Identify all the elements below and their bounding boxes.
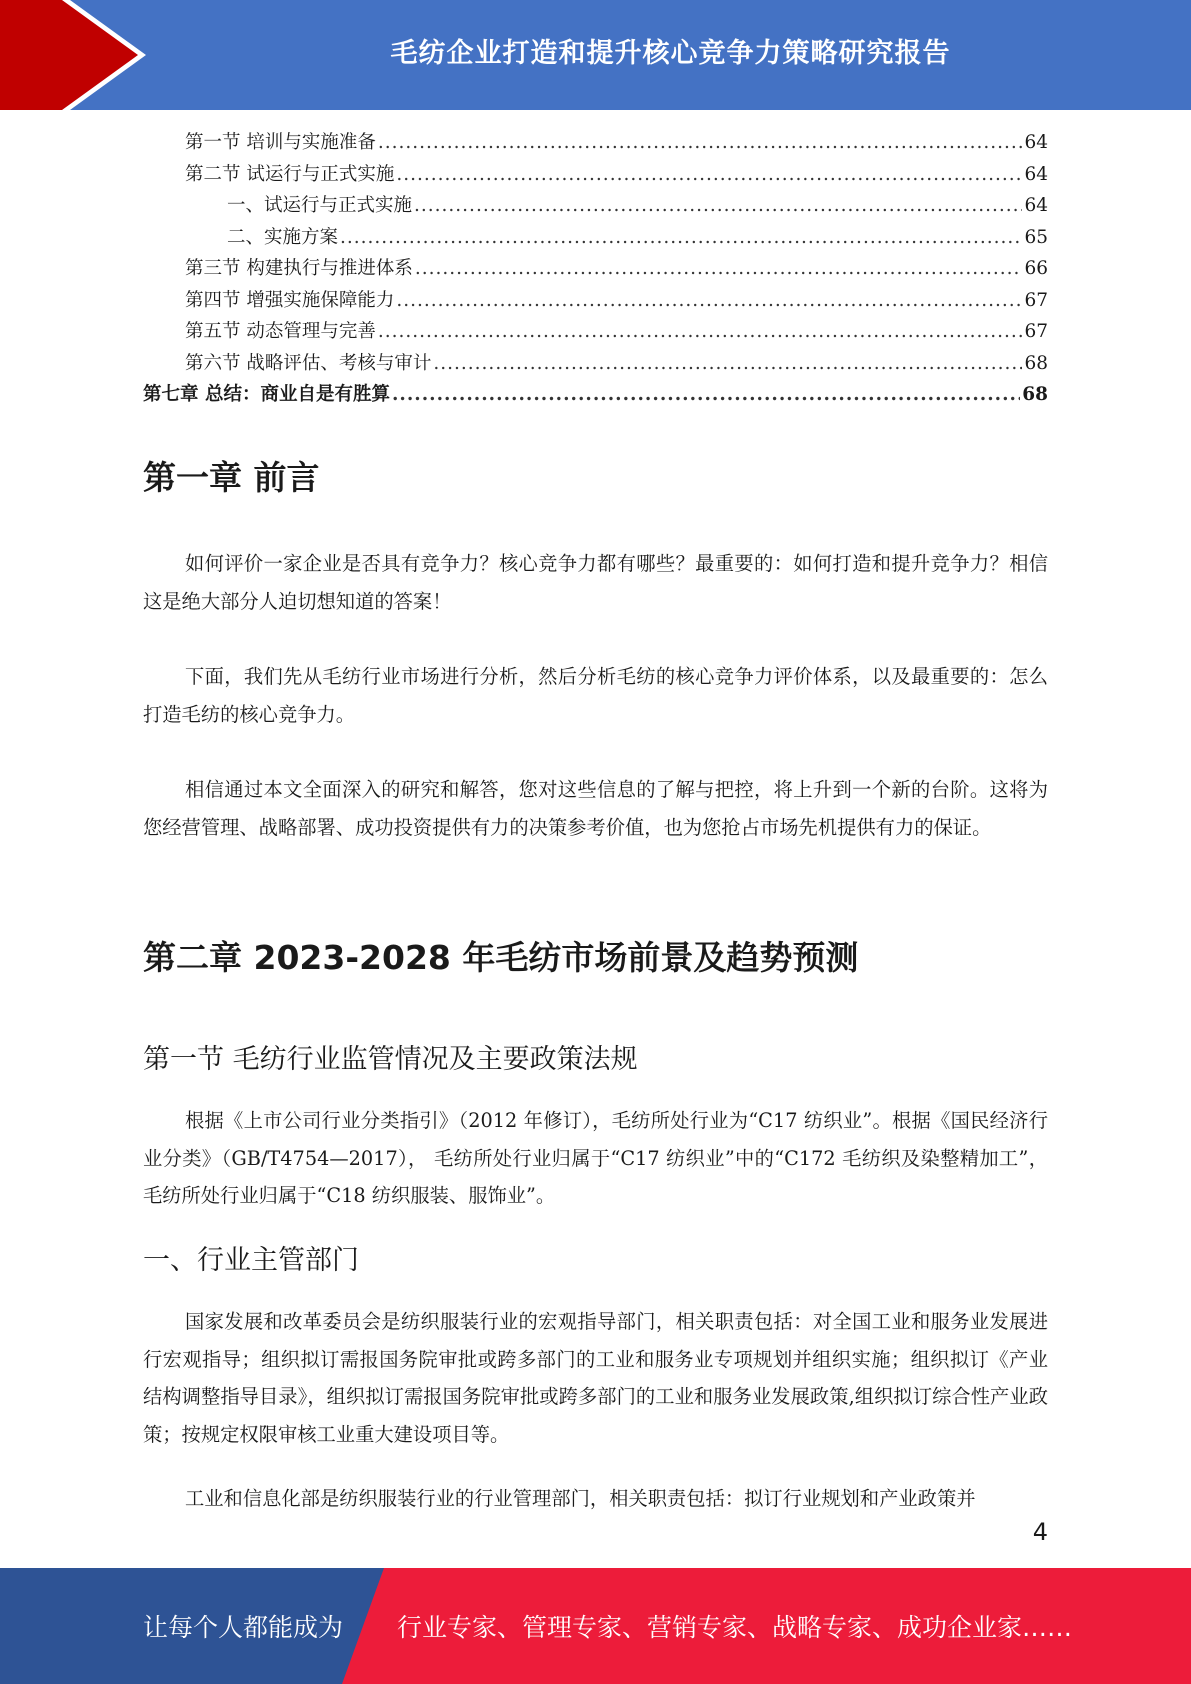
toc-entry-page: 66 [1024, 258, 1048, 279]
toc-entry-label: 第七章 总结：商业自是有胜算 [143, 384, 390, 405]
chapter-1-heading: 第一章 前言 [143, 458, 320, 497]
toc-entry-label: 第二节 试运行与正式实施 [185, 163, 395, 185]
toc-leader-dots [396, 290, 1022, 311]
toc-entry[interactable] [143, 254, 1048, 286]
toc-entry[interactable] [143, 286, 1048, 318]
header-red-arrow [0, 0, 150, 110]
page-number: 4 [1032, 1518, 1048, 1546]
toc-entry-label: 一、试运行与正式实施 [227, 195, 413, 216]
toc-leader-dots [414, 195, 1022, 216]
page-header-band [0, 0, 1191, 110]
subsection-1-paragraph-2: 工业和信息化部是纺织服装行业的行业管理部门，相关职责包括：拟订行业规划和产业政策并 [185, 1487, 976, 1510]
page-footer-band [0, 1568, 1191, 1684]
toc-entry-chapter[interactable] [143, 380, 1048, 412]
section-1-heading: 第一节 毛纺行业监管情况及主要政策法规 [143, 1044, 638, 1075]
report-title: 毛纺企业打造和提升核心竞争力策略研究报告 [390, 37, 951, 69]
toc-leader-dots [433, 353, 1022, 374]
toc-leader-dots [396, 164, 1022, 185]
toc-entry[interactable] [143, 317, 1048, 349]
toc-leader-dots [378, 321, 1023, 342]
footer-slogan-right: 行业专家、管理专家、营销专家、战略专家、成功企业家…… [397, 1613, 1073, 1642]
toc-entry-page: 67 [1024, 289, 1048, 311]
toc-entry-label: 第四节 增强实施保障能力 [185, 289, 395, 311]
toc-entry-label: 第六节 战略评估、考核与审计 [185, 352, 432, 374]
toc-entry[interactable] [143, 160, 1048, 192]
toc-leader-dots [378, 132, 1023, 153]
toc-leader-dots [415, 258, 1023, 279]
toc-leader-dots [392, 384, 1020, 405]
toc-entry-page: 64 [1024, 132, 1048, 153]
toc-entry-page: 65 [1024, 226, 1048, 248]
toc-entry[interactable] [143, 223, 1048, 255]
toc-entry-label: 第三节 构建执行与推进体系 [185, 258, 413, 279]
toc-entry[interactable] [143, 349, 1048, 381]
toc-entry-page: 64 [1024, 195, 1048, 216]
section-1-paragraph: 根据《上市公司行业分类指引》（2012 年修订），毛纺所处行业为“C17 纺织业”。根据《国民经济行业分类》（GB/T4754—2017）， 毛纺所处行业归属于“C17 纺织业”中的“C172 毛纺织及染整精加工”，毛纺所处行业归属于“C18 纺织服装、服饰业”。 [143, 1109, 1048, 1207]
chapter-1-paragraph-3: 相信通过本文全面深入的研究和解答，您对这些信息的了解与把控，将上升到一个新的台阶。这将为您经营管理、战略部署、成功投资提供有力的决策参考价值，也为您抢占市场先机提供有力的保证。 [143, 778, 1048, 839]
toc-entry-label: 第一节 培训与实施准备 [185, 132, 376, 153]
toc-entry[interactable] [143, 128, 1048, 160]
toc-entry[interactable] [143, 191, 1048, 223]
toc-entry-page: 68 [1022, 384, 1048, 405]
toc-entry-label: 二、实施方案 [227, 226, 339, 248]
chapter-1-paragraph-1: 如何评价一家企业是否具有竞争力？核心竞争力都有哪些？最重要的：如何打造和提升竞争力？相信这是绝大部分人迫切想知道的答案！ [143, 552, 1048, 613]
table-of-contents [143, 128, 1048, 412]
subsection-1-paragraph-1: 国家发展和改革委员会是纺织服装行业的宏观指导部门，相关职责包括：对全国工业和服务业发展进行宏观指导；组织拟订需报国务院审批或跨多部门的工业和服务业专项规划并组织实施；组织拟订《产业结构调整指导目录》，组织拟订需报国务院审批或跨多部门的工业和服务业发展政策,组织拟订综合性产业政策；按规定权限审核工业重大建设项目等。 [143, 1310, 1048, 1446]
toc-leader-dots [340, 227, 1022, 248]
toc-entry-page: 67 [1024, 321, 1048, 342]
chapter-1-paragraph-2: 下面，我们先从毛纺行业市场进行分析，然后分析毛纺的核心竞争力评价体系，以及最重要的：怎么打造毛纺的核心竞争力。 [143, 665, 1048, 726]
subsection-1-heading: 一、行业主管部门 [143, 1245, 359, 1276]
footer-slogan-left: 让每个人都能成为 [143, 1613, 344, 1642]
toc-entry-page: 64 [1024, 163, 1048, 185]
chapter-2-heading: 第二章 2023-2028 年毛纺市场前景及趋势预测 [143, 938, 859, 977]
toc-entry-label: 第五节 动态管理与完善 [185, 321, 376, 342]
toc-entry-page: 68 [1024, 352, 1048, 374]
